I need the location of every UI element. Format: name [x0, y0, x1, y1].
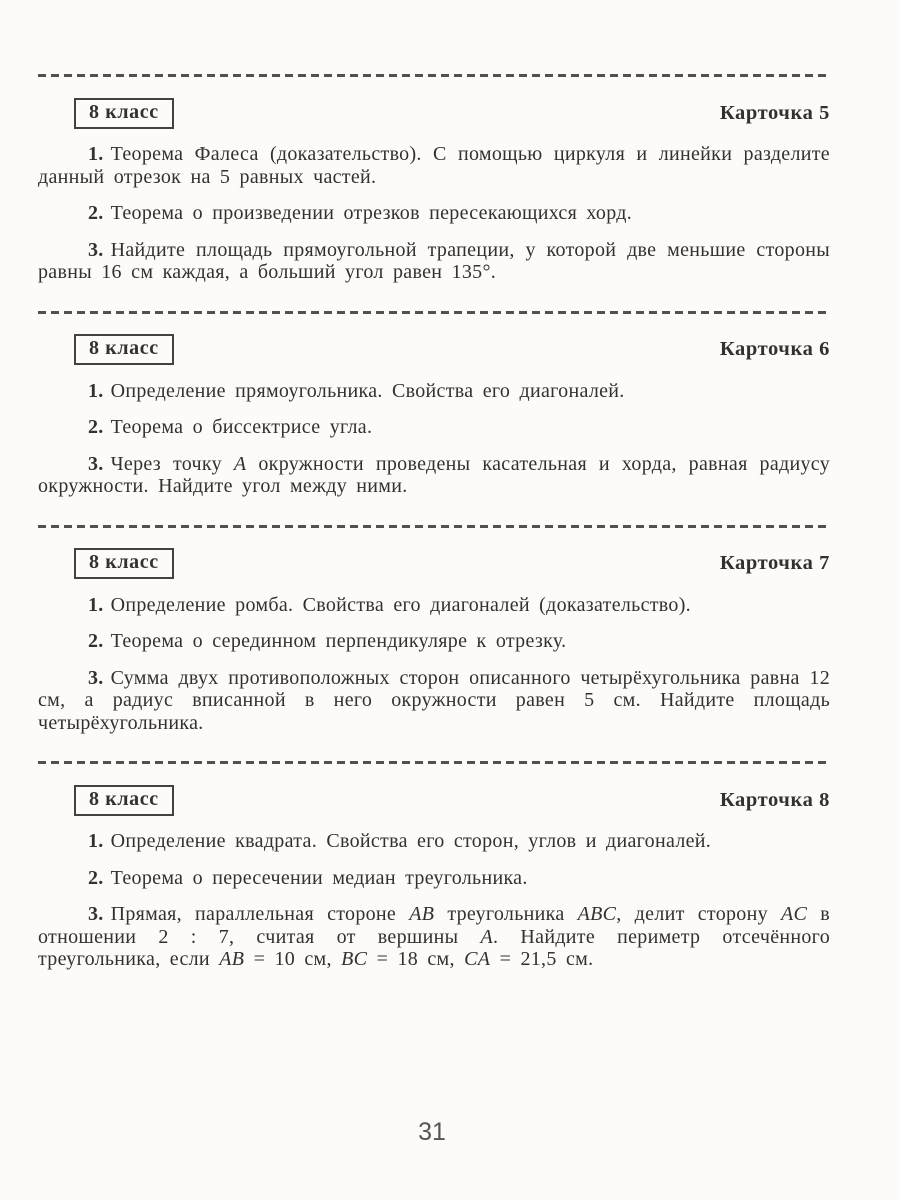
- text-run: Теорема о пересечении медиан треугольника.: [110, 866, 528, 889]
- math-variable: A: [480, 925, 493, 948]
- text-run: Сумма двух противоположных сторон описанного четырёхугольника равна 12 см, а радиус вписанной в него окружности равен 5 см. Найдите площадь четырёхугольника.: [38, 666, 830, 734]
- problem-text: [111, 830, 711, 852]
- problem-text: [111, 416, 373, 438]
- problem-number: 2.: [88, 630, 104, 652]
- problem-item: [38, 903, 830, 971]
- math-variable: BC: [341, 948, 368, 970]
- card-section-5: [38, 74, 830, 284]
- section-divider: [38, 74, 830, 77]
- text-run: в отношении 2 : 7, считая от вершины: [38, 903, 830, 948]
- problem-item: [38, 594, 830, 617]
- page-content: [38, 74, 830, 998]
- text-run: Теорема о произведении отрезков пересекающихся хорд.: [110, 202, 633, 224]
- problem-number: 2.: [88, 866, 104, 889]
- problem-item: [38, 830, 830, 853]
- problem-text: [111, 380, 625, 402]
- section-divider: [38, 311, 830, 314]
- text-run: , делит сторону: [616, 903, 781, 925]
- problem-item: [38, 239, 830, 284]
- problem-item: [38, 630, 830, 653]
- section-divider: [38, 525, 830, 528]
- problem-number: 3.: [88, 903, 104, 925]
- problem-number: 1.: [88, 830, 104, 852]
- card-section-7: [38, 525, 830, 735]
- math-variable: AC: [780, 903, 808, 925]
- math-variable: ABC: [577, 903, 617, 925]
- card-title: Карточка 8: [719, 788, 830, 811]
- text-run: Определение ромба. Свойства его диагоналей (доказательство).: [110, 593, 691, 616]
- text-run: Теорема Фалеса (доказательство). С помощью циркуля и линейки разделите данный отрезок на 5 равных частей.: [38, 143, 830, 188]
- problem-number: 3.: [88, 452, 104, 475]
- text-run: треугольника: [434, 903, 578, 925]
- problem-number: 1.: [88, 379, 104, 402]
- problem-text: [111, 867, 528, 889]
- problem-item: [38, 143, 830, 188]
- card-section-6: [38, 311, 830, 498]
- grade-badge: 8 класс: [74, 98, 174, 129]
- card-section-8: [38, 761, 830, 971]
- section-header: [74, 97, 830, 129]
- section-header: [74, 334, 830, 366]
- math-variable: CA: [464, 948, 491, 970]
- card-title: Карточка 5: [719, 101, 830, 124]
- card-title: Карточка 6: [719, 338, 830, 360]
- math-variable: AB: [219, 948, 245, 970]
- problem-text: [111, 630, 567, 652]
- problem-item: [38, 202, 830, 225]
- text-run: = 21,5 см.: [490, 948, 594, 970]
- text-run: окружности проведены касательная и хорда, равная радиусу окружности. Найдите угол между ними.: [38, 452, 830, 497]
- math-variable: AB: [409, 903, 435, 925]
- problem-item: [38, 416, 830, 439]
- problem-number: 3.: [88, 666, 104, 689]
- problem-number: 2.: [88, 416, 104, 438]
- text-run: Определение прямоугольника. Свойства его диагоналей.: [110, 379, 625, 402]
- section-header: [74, 784, 830, 816]
- problem-text: [38, 667, 830, 734]
- problem-text: [38, 453, 830, 498]
- math-variable: A: [233, 452, 247, 475]
- problem-number: 2.: [88, 202, 104, 224]
- card-title: Карточка 7: [719, 552, 830, 574]
- grade-badge: 8 класс: [74, 548, 174, 579]
- text-run: = 10 см,: [244, 948, 342, 970]
- text-run: . Найдите периметр отсечённого треугольника, если: [38, 925, 830, 970]
- text-run: Через точку: [110, 452, 234, 475]
- problem-text: [38, 239, 830, 284]
- problem-number: 1.: [88, 143, 104, 165]
- problem-item: [38, 453, 830, 498]
- text-run: Теорема о серединном перпендикуляре к отрезку.: [110, 630, 567, 652]
- grade-badge: 8 класс: [74, 334, 174, 365]
- text-run: Определение квадрата. Свойства его сторон, углов и диагоналей.: [110, 830, 712, 852]
- section-divider: [38, 761, 830, 764]
- problem-item: [38, 867, 830, 890]
- text-run: Теорема о биссектрисе угла.: [110, 416, 373, 438]
- text-run: Прямая, параллельная стороне: [110, 903, 410, 925]
- problem-text: [111, 202, 632, 224]
- problem-text: [111, 594, 691, 616]
- problem-number: 3.: [88, 238, 104, 261]
- problem-text: [38, 903, 830, 970]
- problem-item: [38, 667, 830, 735]
- text-run: Найдите площадь прямоугольной трапеции, у которой две меньшие стороны равны 16 см каждая, а больший угол равен 135°.: [38, 238, 830, 283]
- problem-item: [38, 380, 830, 403]
- problem-text: [38, 143, 830, 188]
- problem-number: 1.: [88, 593, 104, 616]
- section-header: [74, 548, 830, 580]
- text-run: = 18 см,: [367, 948, 465, 970]
- page-number: 31: [418, 1118, 446, 1146]
- grade-badge: 8 класс: [74, 785, 174, 816]
